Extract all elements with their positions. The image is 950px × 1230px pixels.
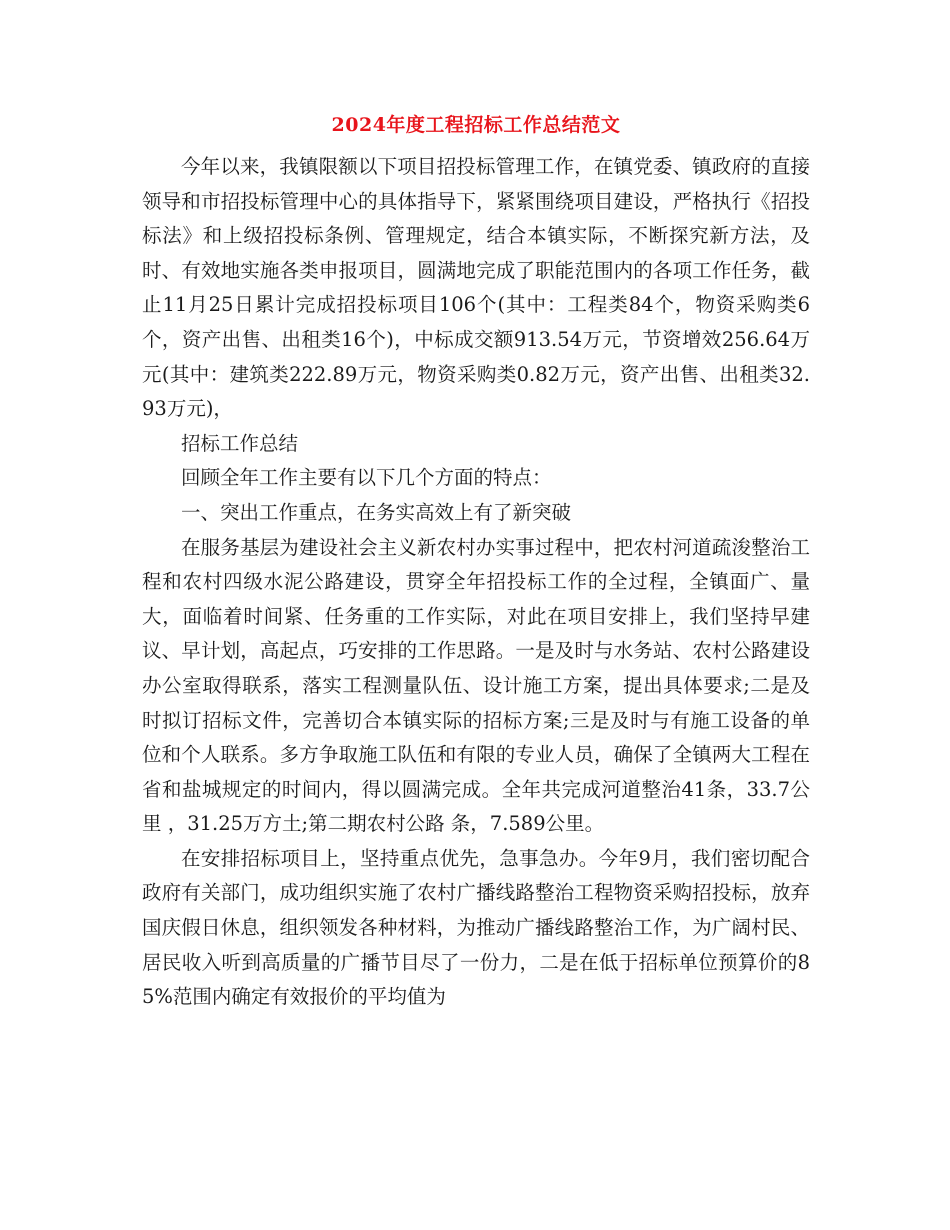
paragraph-heading-summary: 招标工作总结: [181, 431, 299, 455]
paragraph-intro: 今年以来，我镇限额以下项目招投标管理工作，在镇党委、镇政府的直接领导和市招投标管理中心的具体指导下，紧紧围绕项目建设，严格执行《招投标法》和上级招投标条例、管理规定，结合本镇实际，不断探究新方法，及时、有效地实施各类申报项目，圆满地完成了职能范围内的各项工作任务，截止11月25日累计完成招投标项目106个(其中：工程类84个，物资采购类6个，资产出售、出租类16个)，中标成交额913.54万元，节资增效256.64万元(其中：建筑类222.89万元，物资采购类0.82万元，资产出售、出租类32.93万元)，: [142, 155, 810, 421]
document-page: [142, 110, 810, 1015]
paragraph-review: 回顾全年工作主要有以下几个方面的特点：: [181, 466, 552, 490]
paragraph-priority: 在安排招标项目上，坚持重点优先，急事急办。今年9月，我们密切配合政府有关部门，成功组织实施了农村广播线路整治工程物资采购招投标，放弃国庆假日休息，组织领发各种材料，为推动广播线路整治工作，为广阔村民、居民收入听到高质量的广播节目尽了一份力，二是在低于招标单位预算价的85%范围内确定有效报价的平均值为: [142, 846, 810, 1009]
paragraph-service: 在服务基层为建设社会主义新农村办实事过程中，把农村河道疏浚整治工程和农村四级水泥公路建设，贯穿全年招投标工作的全过程，全镇面广、量大，面临着时间紧、任务重的工作实际，对此在项目安排上，我们坚持早建议、早计划，高起点，巧安排的工作思路。一是及时与水务站、农村公路建设办公室取得联系，落实工程测量队伍、设计施工方案，提出具体要求;二是及时拟订招标文件，完善切合本镇实际的招标方案;三是及时与有施工设备的单位和个人联系。多方争取施工队伍和有限的专业人员，确保了全镇两大工程在省和盐城规定的时间内，得以圆满完成。全年共完成河道整治41条，33.7公里 ，31.25万方土;第二期农村公路 条，7.589公里。: [142, 535, 810, 836]
section-heading-1: 一、突出工作重点，在务实高效上有了新突破: [181, 500, 572, 524]
document-title: 2024年度工程招标工作总结范文: [331, 114, 621, 136]
